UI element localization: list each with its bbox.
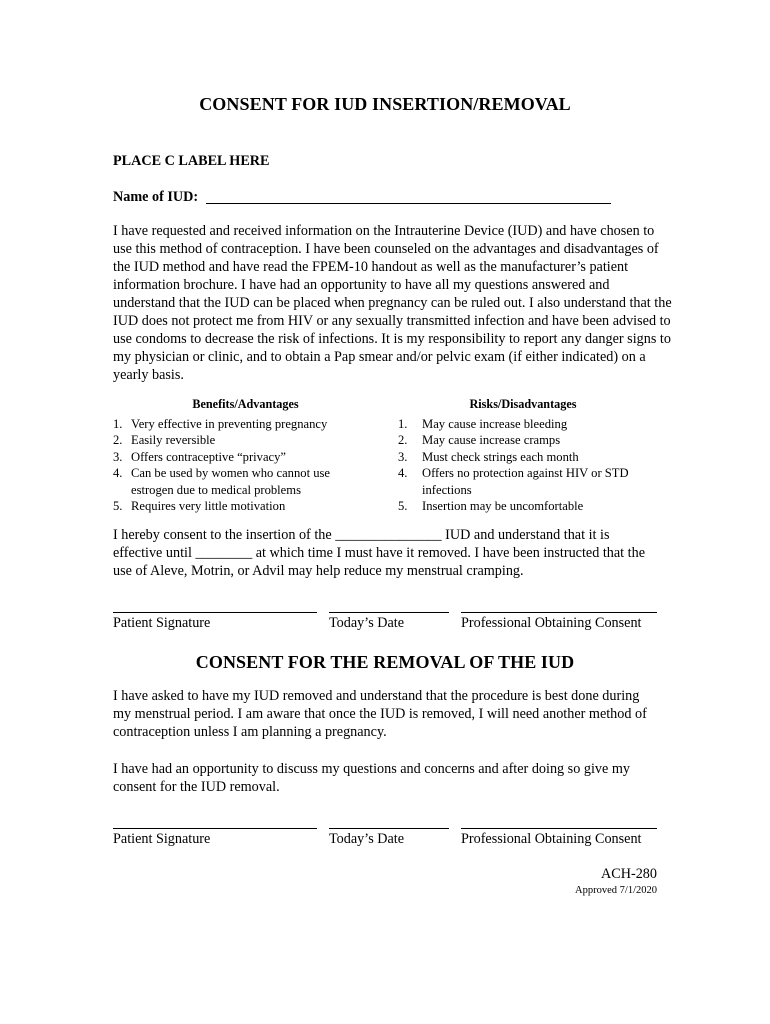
removal-paragraph-2: I have had an opportunity to discuss my questions and concerns and after doing so give my consent for the IUD removal. [113,761,630,795]
todays-date-label: Today’s Date [329,831,405,847]
list-item: 3. Offers contraceptive “privacy” [113,449,287,464]
page-title: CONSENT FOR IUD INSERTION/REMOVAL [199,94,571,114]
todays-date-line[interactable] [329,828,449,829]
list-item: 4. Can be used by women who cannot use estrogen due to medical problems [113,466,331,497]
name-of-iud-label: Name of IUD: [113,189,199,205]
list-item: 5. Requires very little motivation [113,499,286,514]
removal-paragraph-1: I have asked to have my IUD removed and understand that the procedure is best done during my menstrual period. I am aware that once the IUD is removed, I will need another method of contraception unless I am planning a pregnancy. [113,688,647,740]
patient-signature-label: Patient Signature [113,615,211,631]
removal-section-title: CONSENT FOR THE REMOVAL OF THE IUD [195,652,575,672]
patient-signature-line[interactable] [113,828,317,829]
list-item: 2. May cause increase cramps [398,433,561,448]
list-item: 1. Very effective in preventing pregnancy [113,417,328,431]
todays-date-line[interactable] [329,612,449,613]
professional-signature-line[interactable] [461,828,657,829]
professional-consent-label: Professional Obtaining Consent [461,831,642,847]
professional-consent-label: Professional Obtaining Consent [461,615,642,631]
list-item: 2. Easily reversible [113,433,216,448]
intro-paragraph: I have requested and received information on the Intrauterine Device (IUD) and have chosen to use this method of contraception. I have been counseled on the advantages and disadvantages of the IUD method and have read the FPEM-10 handout as well as the manufacturer’s patient information brochure. I have had an opportunity to have all my questions answered and understand that the IUD can be placed when pregnancy can be ruled out. I also understand that the IUD does not protect me from HIV or any sexually transmitted infection and have been advised to use condoms to decrease the risk of infections. It is my responsibility to report any danger signs to my physician or clinic, and to obtain a Pap smear and/or pelvic exam (if either indicated) on a yearly basis. [113,223,672,383]
patient-signature-line[interactable] [113,612,317,613]
patient-signature-label: Patient Signature [113,831,211,847]
list-item: 4. Offers no protection against HIV or STD infections [398,466,629,497]
risks-heading: Risks/Disadvantages [469,397,577,411]
list-item: 1. May cause increase bleeding [398,417,568,431]
benefits-heading: Benefits/Advantages [192,397,299,411]
benefits-list [113,416,373,514]
name-of-iud-field[interactable] [206,203,611,204]
approval-date: Approved 7/1/2020 [575,885,657,896]
todays-date-label: Today’s Date [329,615,405,631]
place-label-instruction: PLACE C LABEL HERE [113,153,270,169]
list-item: 5. Insertion may be uncomfortable [398,499,584,514]
list-item: 3. Must check strings each month [398,449,579,464]
professional-signature-line[interactable] [461,612,657,613]
form-number: ACH-280 [601,866,657,882]
risks-list [398,416,668,514]
insertion-consent-paragraph: I hereby consent to the insertion of the _______________ IUD and understand that it is effective until ________ at which time I must have it removed. I have been instructed that the use of Aleve, Motrin, or Advil may help reduce my menstrual cramping. [113,527,646,579]
name-of-iud-row [113,188,613,208]
